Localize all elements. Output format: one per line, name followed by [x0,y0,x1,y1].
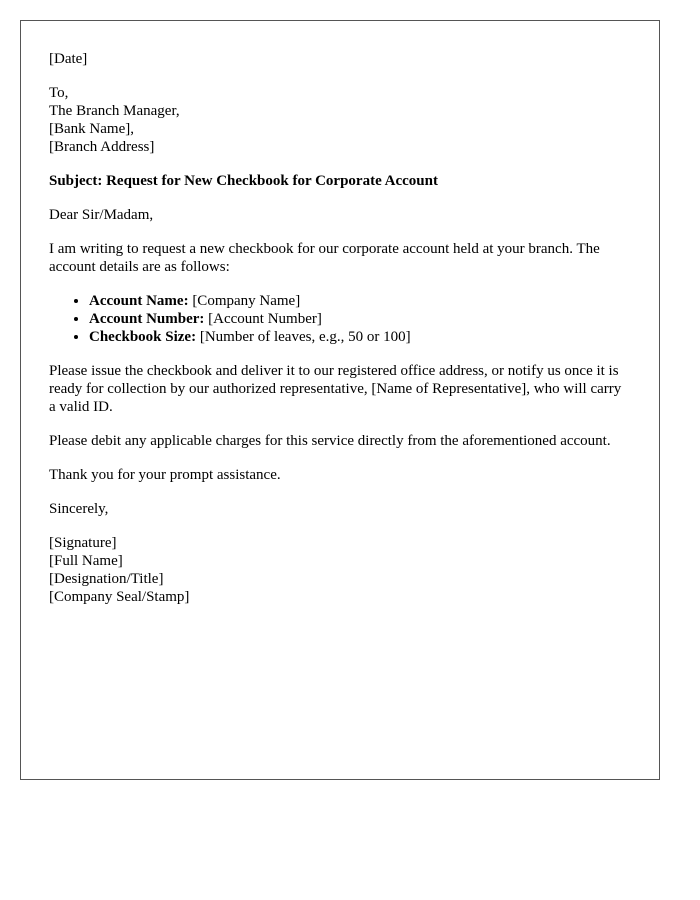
detail-label: Checkbook Size: [89,329,197,345]
signature-placeholder: [Signature] [49,535,117,551]
detail-label: Account Name: [89,293,189,309]
detail-value: [Number of leaves, e.g., 50 or 100] [196,329,411,345]
date-line [49,50,631,68]
list-item [89,328,631,346]
charges-paragraph: Please debit any applicable charges for this service directly from the aforementioned account. [49,433,611,449]
intro-paragraph: I am writing to request a new checkbook for our corporate account held at your branch. The account details are as follows: [49,241,600,275]
list-item [89,292,631,310]
letter-date: [Date] [49,51,88,67]
recipient-bank: [Bank Name], [49,121,134,137]
designation-placeholder: [Designation/Title] [49,571,164,587]
salutation: Dear Sir/Madam, [49,207,154,223]
company-seal-placeholder: [Company Seal/Stamp] [49,589,190,605]
detail-label: Account Number: [89,311,205,327]
signature-block [49,534,631,606]
thanks-paragraph: Thank you for your prompt assistance. [49,467,281,483]
issue-paragraph: Please issue the checkbook and deliver it to our registered office address, or notify us once it is ready for collection by our authorized representative, [Name of Representative], who will carry a valid ID. [49,363,622,415]
list-item [89,310,631,328]
letter-subject: Subject: Request for New Checkbook for Corporate Account [49,173,438,189]
recipient-branch-address: [Branch Address] [49,139,155,155]
account-details-list [49,292,631,346]
detail-value: [Company Name] [188,293,301,309]
full-name-placeholder: [Full Name] [49,553,123,569]
recipient-address [49,84,631,156]
letter-page [20,20,660,780]
detail-value: [Account Number] [204,311,322,327]
recipient-title: The Branch Manager, [49,103,180,119]
recipient-to: To, [49,85,69,101]
closing: Sincerely, [49,501,109,517]
